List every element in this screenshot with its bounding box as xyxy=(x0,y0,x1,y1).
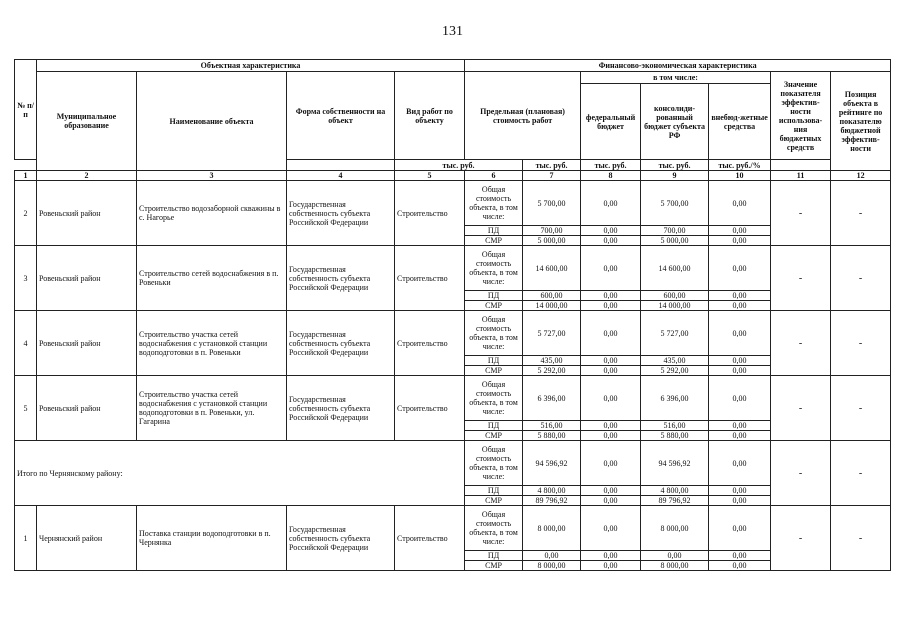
smr-label-cell: СМР xyxy=(465,431,523,441)
consolidated-value: 94 596,92 xyxy=(641,441,709,486)
federal-value: 0,00 xyxy=(581,431,641,441)
extrabudget-value: 0,00 xyxy=(709,421,771,431)
extrabudget-value: 0,00 xyxy=(709,356,771,366)
consolidated-value: 516,00 xyxy=(641,421,709,431)
header-work-type: Вид работ по объекту xyxy=(395,72,465,160)
extrabudget-value: 0,00 xyxy=(709,366,771,376)
extrabudget-value: 0,00 xyxy=(709,561,771,571)
consolidated-value: 700,00 xyxy=(641,226,709,236)
col-number: 11 xyxy=(771,171,831,181)
federal-value: 0,00 xyxy=(581,226,641,236)
efficiency-cell: - xyxy=(771,246,831,311)
ownership-cell: Государственная собственность субъекта Российской Федерации xyxy=(287,246,395,311)
table-row xyxy=(15,376,891,421)
table-row xyxy=(15,181,891,226)
municipality-cell: Ровеньский район xyxy=(37,311,137,376)
rating-cell: - xyxy=(831,441,891,506)
cost-value: 8 000,00 xyxy=(523,506,581,551)
object-name-cell: Строительство участка сетей водоснабжения с установкой станции водоподготовки в п. Ровеньки xyxy=(137,311,287,376)
row-number: 1 xyxy=(15,506,37,571)
header-rating: Позиция объекта в рейтинге по показателю бюджетной эффектив-ности xyxy=(831,72,891,171)
cost-value: 5 292,00 xyxy=(523,366,581,376)
cost-value: 5 727,00 xyxy=(523,311,581,356)
federal-value: 0,00 xyxy=(581,236,641,246)
consolidated-value: 435,00 xyxy=(641,356,709,366)
cost-value: 516,00 xyxy=(523,421,581,431)
column-numbers-row xyxy=(15,171,891,181)
row-number: 5 xyxy=(15,376,37,441)
extrabudget-value: 0,00 xyxy=(709,311,771,356)
cost-value: 89 796,92 xyxy=(523,496,581,506)
investment-table xyxy=(14,59,891,571)
table-row xyxy=(15,311,891,356)
federal-value: 0,00 xyxy=(581,486,641,496)
col-number: 8 xyxy=(581,171,641,181)
table-row xyxy=(15,506,891,551)
federal-value: 0,00 xyxy=(581,441,641,486)
cost-value: 5 000,00 xyxy=(523,236,581,246)
object-name-cell: Строительство водозаборной скважины в с. Нагорье xyxy=(137,181,287,246)
extrabudget-value: 0,00 xyxy=(709,431,771,441)
federal-value: 0,00 xyxy=(581,496,641,506)
extrabudget-value: 0,00 xyxy=(709,376,771,421)
ownership-cell: Государственная собственность субъекта Российской Федерации xyxy=(287,506,395,571)
consolidated-value: 5 727,00 xyxy=(641,311,709,356)
extrabudget-value: 0,00 xyxy=(709,226,771,236)
consolidated-value: 5 000,00 xyxy=(641,236,709,246)
col-number: 6 xyxy=(465,171,523,181)
consolidated-value: 600,00 xyxy=(641,291,709,301)
row-number: 4 xyxy=(15,311,37,376)
extrabudget-value: 0,00 xyxy=(709,551,771,561)
total-label-cell: Общая стоимость объекта, в том числе: xyxy=(465,506,523,551)
header-object-name: Наименование объекта xyxy=(137,72,287,171)
unit-federal: тыс. руб. xyxy=(523,160,581,171)
work-type-cell: Строительство xyxy=(395,181,465,246)
header-extrabudget: внебюд-жетные средства xyxy=(709,84,771,160)
header-municipality: Муниципальное образование xyxy=(37,72,137,171)
consolidated-value: 4 800,00 xyxy=(641,486,709,496)
extrabudget-value: 0,00 xyxy=(709,246,771,291)
cost-value: 8 000,00 xyxy=(523,561,581,571)
consolidated-value: 0,00 xyxy=(641,551,709,561)
cost-value: 14 600,00 xyxy=(523,246,581,291)
pd-label-cell: ПД xyxy=(465,291,523,301)
page-number: 131 xyxy=(442,24,463,39)
col-number: 9 xyxy=(641,171,709,181)
smr-label-cell: СМР xyxy=(465,366,523,376)
col-number: 1 xyxy=(15,171,37,181)
header-consolidated: консолиди-рованный бюджет субъекта РФ xyxy=(641,84,709,160)
federal-value: 0,00 xyxy=(581,376,641,421)
total-label-cell: Общая стоимость объекта, в том числе: xyxy=(465,181,523,226)
federal-value: 0,00 xyxy=(581,246,641,291)
consolidated-value: 8 000,00 xyxy=(641,506,709,551)
federal-value: 0,00 xyxy=(581,506,641,551)
consolidated-value: 5 880,00 xyxy=(641,431,709,441)
federal-value: 0,00 xyxy=(581,311,641,356)
consolidated-value: 14 000,00 xyxy=(641,301,709,311)
consolidated-value: 6 396,00 xyxy=(641,376,709,421)
federal-value: 0,00 xyxy=(581,561,641,571)
consolidated-value: 8 000,00 xyxy=(641,561,709,571)
work-type-cell: Строительство xyxy=(395,246,465,311)
rating-cell: - xyxy=(831,311,891,376)
efficiency-cell: - xyxy=(771,311,831,376)
ownership-cell: Государственная собственность субъекта Российской Федерации xyxy=(287,181,395,246)
cost-value: 94 596,92 xyxy=(523,441,581,486)
cost-value: 5 880,00 xyxy=(523,431,581,441)
header-cost: Предельная (плановая) стоимость работ xyxy=(465,72,581,160)
col-number: 12 xyxy=(831,171,891,181)
federal-value: 0,00 xyxy=(581,551,641,561)
efficiency-cell: - xyxy=(771,181,831,246)
cost-value: 700,00 xyxy=(523,226,581,236)
unit-efficiency: тыс. руб./% xyxy=(709,160,771,171)
rating-cell: - xyxy=(831,246,891,311)
municipality-cell: Ровеньский район xyxy=(37,181,137,246)
consolidated-value: 89 796,92 xyxy=(641,496,709,506)
rating-cell: - xyxy=(831,506,891,571)
municipality-cell: Ровеньский район xyxy=(37,376,137,441)
object-name-cell: Строительство участка сетей водоснабжения с установкой станции водоподготовки в п. Ровеньки, ул. Гагарина xyxy=(137,376,287,441)
total-label-cell: Общая стоимость объекта, в том числе: xyxy=(465,376,523,421)
extrabudget-value: 0,00 xyxy=(709,181,771,226)
header-object-group: Объектная характеристика xyxy=(37,60,465,72)
col-number: 10 xyxy=(709,171,771,181)
rating-cell: - xyxy=(831,181,891,246)
col-number: 2 xyxy=(37,171,137,181)
efficiency-cell: - xyxy=(771,506,831,571)
cost-value: 600,00 xyxy=(523,291,581,301)
federal-value: 0,00 xyxy=(581,421,641,431)
ownership-cell: Государственная собственность субъекта Российской Федерации xyxy=(287,376,395,441)
cost-value: 5 700,00 xyxy=(523,181,581,226)
object-name-cell: Строительство сетей водоснабжения в п. Ровеньки xyxy=(137,246,287,311)
rating-cell: - xyxy=(831,376,891,441)
extrabudget-value: 0,00 xyxy=(709,301,771,311)
cost-value: 435,00 xyxy=(523,356,581,366)
header-ownership: Форма собственности на объект xyxy=(287,72,395,160)
unit-extrabudget: тыс. руб. xyxy=(641,160,709,171)
header-no: № п/п xyxy=(15,60,37,160)
work-type-cell: Строительство xyxy=(395,376,465,441)
header-including: в том числе: xyxy=(581,72,771,84)
pd-label-cell: ПД xyxy=(465,486,523,496)
smr-label-cell: СМР xyxy=(465,236,523,246)
smr-label-cell: СМР xyxy=(465,496,523,506)
extrabudget-value: 0,00 xyxy=(709,496,771,506)
ownership-cell: Государственная собственность субъекта Российской Федерации xyxy=(287,311,395,376)
federal-value: 0,00 xyxy=(581,366,641,376)
extrabudget-value: 0,00 xyxy=(709,506,771,551)
work-type-cell: Строительство xyxy=(395,311,465,376)
total-label-cell: Общая стоимость объекта, в том числе: xyxy=(465,441,523,486)
federal-value: 0,00 xyxy=(581,181,641,226)
efficiency-cell: - xyxy=(771,376,831,441)
consolidated-value: 5 700,00 xyxy=(641,181,709,226)
header-finance-group: Финансово-экономическая характеристика xyxy=(465,60,891,72)
extrabudget-value: 0,00 xyxy=(709,486,771,496)
cost-value: 14 000,00 xyxy=(523,301,581,311)
header-federal: федеральный бюджет xyxy=(581,84,641,160)
smr-label-cell: СМР xyxy=(465,561,523,571)
cost-value: 4 800,00 xyxy=(523,486,581,496)
cost-value: 6 396,00 xyxy=(523,376,581,421)
smr-label-cell: СМР xyxy=(465,301,523,311)
extrabudget-value: 0,00 xyxy=(709,236,771,246)
consolidated-value: 5 292,00 xyxy=(641,366,709,376)
total-label-cell: Общая стоимость объекта, в том числе: xyxy=(465,246,523,291)
efficiency-cell: - xyxy=(771,441,831,506)
federal-value: 0,00 xyxy=(581,291,641,301)
row-number: 2 xyxy=(15,181,37,246)
extrabudget-value: 0,00 xyxy=(709,291,771,301)
extrabudget-value: 0,00 xyxy=(709,441,771,486)
work-type-cell: Строительство xyxy=(395,506,465,571)
object-name-cell: Поставка станции водоподготовки в п. Чернянка xyxy=(137,506,287,571)
municipality-cell: Ровеньский район xyxy=(37,246,137,311)
col-number: 7 xyxy=(523,171,581,181)
unit-consolidated: тыс. руб. xyxy=(581,160,641,171)
col-number: 5 xyxy=(395,171,465,181)
subtotal-label: Итого по Чернянскому району: xyxy=(15,441,465,506)
consolidated-value: 14 600,00 xyxy=(641,246,709,291)
col-number: 3 xyxy=(137,171,287,181)
pd-label-cell: ПД xyxy=(465,356,523,366)
pd-label-cell: ПД xyxy=(465,421,523,431)
row-number: 3 xyxy=(15,246,37,311)
federal-value: 0,00 xyxy=(581,356,641,366)
subtotal-row xyxy=(15,441,891,486)
header-efficiency: Значение показателя эффектив-ности использова-ния бюджетных средств xyxy=(771,72,831,160)
table-row xyxy=(15,246,891,291)
municipality-cell: Чернянский район xyxy=(37,506,137,571)
unit-cost: тыс. руб. xyxy=(395,160,523,171)
federal-value: 0,00 xyxy=(581,301,641,311)
total-label-cell: Общая стоимость объекта, в том числе: xyxy=(465,311,523,356)
col-number: 4 xyxy=(287,171,395,181)
cost-value: 0,00 xyxy=(523,551,581,561)
pd-label-cell: ПД xyxy=(465,551,523,561)
pd-label-cell: ПД xyxy=(465,226,523,236)
